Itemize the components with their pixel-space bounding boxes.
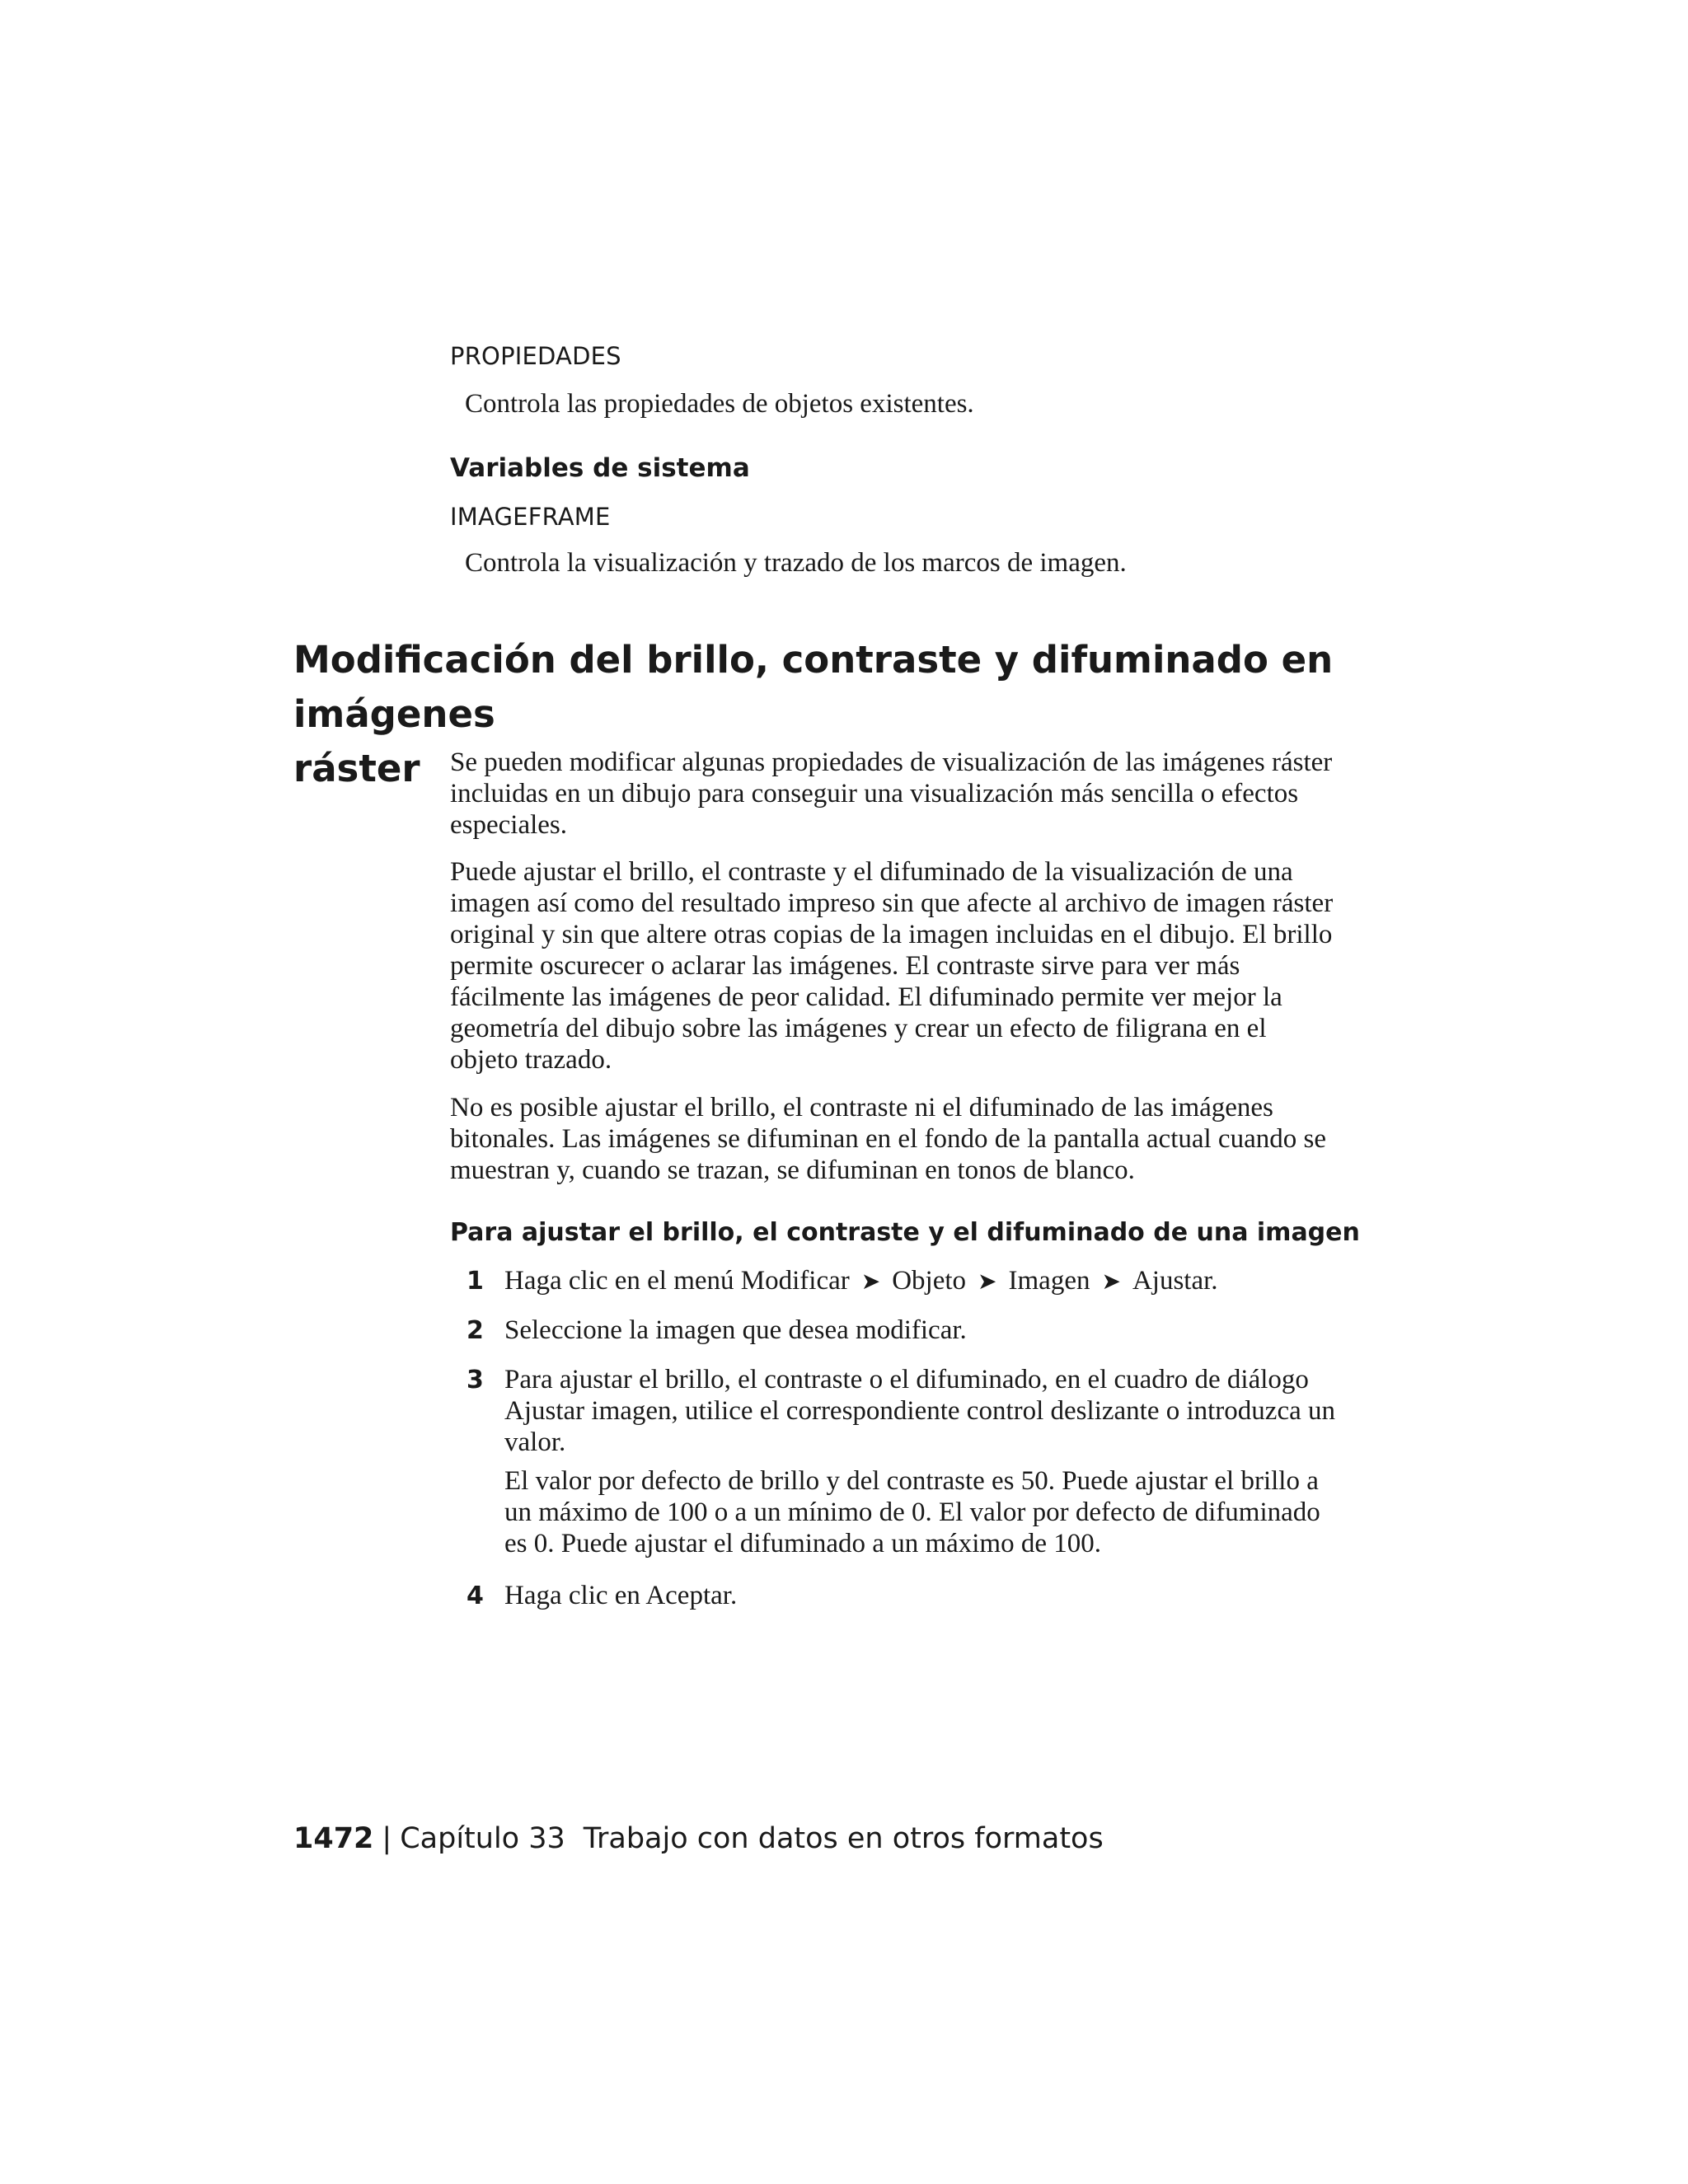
footer-separator: | — [382, 1822, 392, 1855]
footer-chapter-title: Trabajo con datos en otros formatos — [583, 1822, 1104, 1855]
section-title-line1: Modificación del brillo, contraste y difuminado en imágenes — [293, 638, 1334, 736]
page-number: 1472 — [293, 1822, 374, 1855]
menu-arrow-icon: ➤ — [860, 1269, 881, 1295]
sysvar-heading: Variables de sistema — [450, 453, 750, 483]
page-footer — [293, 1822, 1104, 1855]
sysvar-description: Controla la visualización y trazado de los marcos de imagen. — [465, 548, 1127, 578]
step-number-1: 1 — [467, 1267, 484, 1296]
section-title-line2: ráster — [293, 747, 420, 790]
menu-item-objeto: Objeto — [892, 1266, 967, 1296]
menu-item-imagen: Imagen — [1008, 1266, 1090, 1296]
step-text-4: Haga clic en Aceptar. — [504, 1581, 738, 1610]
command-description: Controla las propiedades de objetos existentes. — [465, 389, 974, 419]
step-text-3: Para ajustar el brillo, el contraste o el difuminado, en el cuadro de diálogo Ajustar imagen, utilice el correspondiente control deslizante o introduzca un valor. — [504, 1365, 1335, 1457]
sysvar-name-imageframe: IMAGEFRAME — [450, 503, 611, 531]
command-name-propiedades: PROPIEDADES — [450, 342, 621, 370]
menu-item-ajustar: Ajustar. — [1132, 1266, 1218, 1296]
body-paragraph-1: Se pueden modificar algunas propiedades de visualización de las imágenes ráster incluidas en un dibujo para conseguir una visualización más sencilla o efectos especiales. — [450, 748, 1333, 840]
step-3-note: El valor por defecto de brillo y del contraste es 50. Puede ajustar el brillo a un máximo de 100 o a un mínimo de 0. El valor por defecto de difuminado es 0. Puede ajustar el difuminado a un máximo de 100. — [504, 1466, 1320, 1558]
step-1-prefix: Haga clic en el menú Modificar — [504, 1266, 850, 1296]
procedure-heading: Para ajustar el brillo, el contraste y el difuminado de una imagen — [450, 1218, 1360, 1247]
step-number-4: 4 — [467, 1582, 484, 1610]
body-paragraph-2: Puede ajustar el brillo, el contraste y el difuminado de la visualización de una imagen así como del resultado impreso sin que afecte al archivo de imagen ráster original y sin que altere otras copias de la imagen incluidas en el dibujo. El brillo permite oscurecer o aclarar las imágenes. El contraste sirve para ver más fácilmente las imágenes de peor calidad. El difuminado permite ver mejor la geometría del dibujo sobre las imágenes y crear un efecto de filigrana en el objeto trazado. — [450, 857, 1334, 1075]
step-number-2: 2 — [467, 1316, 484, 1345]
body-paragraph-3: No es posible ajustar el brillo, el contraste ni el difuminado de las imágenes bitonales. Las imágenes se difuminan en el fondo de la pantalla actual cuando se muestran y, cuando se trazan, se difuminan en tonos de blanco. — [450, 1093, 1326, 1185]
step-text-1 — [504, 1265, 1345, 1298]
step-number-3: 3 — [467, 1366, 484, 1394]
step-text-2: Seleccione la imagen que desea modificar. — [504, 1315, 967, 1345]
footer-chapter: Capítulo 33 — [400, 1822, 565, 1855]
menu-arrow-icon: ➤ — [978, 1269, 997, 1295]
menu-arrow-icon: ➤ — [1101, 1269, 1121, 1295]
